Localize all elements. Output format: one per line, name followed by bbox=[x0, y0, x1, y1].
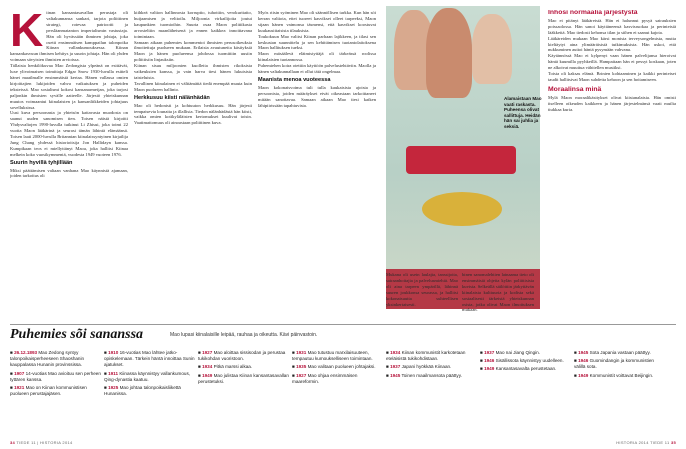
timeline-year: 1921 bbox=[14, 385, 25, 391]
timeline-column bbox=[480, 350, 572, 375]
timeline-year: 1937 bbox=[390, 364, 401, 370]
timeline-text: Sisällissota käynnistyy uudelleen. bbox=[495, 358, 564, 364]
timeline-year: 1934 bbox=[202, 364, 213, 370]
timeline-event: ■ 1946 Sisällissota käynnistyy uudelleen. bbox=[480, 358, 564, 364]
paragraph: iinan kansantasavallan perustaja oli valtakunnansa sankari, tarjota poliittinen strategi, rotevaa patriootti ja persläanmatanton imperialismin vastustaja. Hän oli hyvässään ihminen johtaja, joka osetti ensimmäisen kamppailun talonpoika Kiinan vallankumouksessa. Kiinan kansankasvuun ihmisen kehitys ja suurin johtaja. Hän oli yhden voimaan sävyisten ihmisten arvioissa. bbox=[10, 10, 128, 63]
paragraph: Puhemiehen koira otettiin käyttöön palvelustehtäviin. Maolla ja hänen valtakunnallaan ei ollut tätä ongelmaa. bbox=[258, 63, 376, 75]
paragraph: Miksi päättämisen valtaan vanhana Mao käynnistä ajamaan, joiden tarkoitus oli bbox=[10, 167, 128, 179]
lower-column-2 bbox=[462, 272, 534, 322]
timeline-year: 1934 bbox=[390, 350, 401, 355]
paragraph: Lääkäreiden mukaan Mao kärsi monista terveysongelmista, mutta kieltäytyi aina ylimääräisistä tutkimuksista. Hän uskoi, että nukkuminen auttoi häntä pysymään vahvana. bbox=[548, 35, 676, 53]
page-number: 34 bbox=[10, 440, 16, 445]
article-column-2 bbox=[134, 10, 252, 320]
timeline-year: 1927 bbox=[296, 372, 307, 378]
lower-column-1 bbox=[386, 272, 458, 322]
timeline-event: ■ 1949 Mao julistaa Kiinan kansantasavallan perustetuksi. bbox=[198, 372, 289, 384]
footer-right bbox=[616, 440, 676, 445]
timeline-event: ■ 1937 Mao nai Jiang Qingin. bbox=[480, 350, 541, 355]
timeline-event: ■ 1946 Guomindangin ja kommunistien välillä sota. bbox=[574, 358, 654, 370]
timeline-column bbox=[198, 350, 290, 387]
timeline-year: 1931 bbox=[296, 350, 307, 355]
timeline-event: ■ 1949 Kommunistit voittavat Beijingin. bbox=[574, 372, 654, 378]
paragraph: Tavallinen kiinalainen ei välttämättä tiedä enempää muuta kuin Maon puolueen hallinto. bbox=[134, 80, 252, 92]
timeline-event: ■ 1910 16-vuotias Mao lähtee jatko-opiskelemaan. Tärkein häntä innoittaa Sunin ajatukset. bbox=[104, 350, 195, 368]
paragraph: Käytännössä Mao ei kylpenyt vaan hänen palvelijansa hieroivat häntä kuumilla pyyhkeillä. Hampaitaan hän ei pessyt koskaan, joten ne alkoivat muuttua vähitellen mustiksi. bbox=[548, 53, 676, 71]
paragraph: Maon kokonaisvoima tuli tulla kaukaisista ajoista ja persoonista, joiden määräykset eivät oikeastaan tarkoittaneet mitään sanottavaa. Samaan aikaan Mao tiesi kaiken lähipiirissään tapahtuvista. bbox=[258, 84, 376, 108]
poster-figure bbox=[472, 14, 512, 84]
paragraph: Tällaista henkilökuvaa Mao Zedongista ylpeänä on esittävät, luxe ylivoimaisen toimittaja Edgar Snow 1930-luvulla esitteli hänet maailmalle ensimmäistä kertaa. Hänen vallassa omien kirjoittajien lukijoiden vahva vaikutuksen ja puheiden teksteissä. Mao sosialismi kokosi kansanarmeijan, joka tarjosi paljonkin ihmisten syvälle aatteelle. Järjestö yhteiskunnan muutos voimaantui kiinalaisten ja kansanliikkeiden johtajuus sovelluksissa. bbox=[10, 63, 128, 110]
timeline-year: 1945 bbox=[578, 350, 589, 355]
sidebar-heading: Moraalinsa minä bbox=[548, 85, 602, 93]
timeline-text: Kiinassa käynnistyy vallankumous, Qing-dynastia kaatuu. bbox=[104, 370, 191, 382]
timeline-text: Mao ohjaa ensimmäisen maareformin. bbox=[292, 372, 358, 384]
photo-caption: Alamaistaan Mao vaati raskasta. Puheensa olivat sallittuja. Heidän hän sai juhlia ja seksiä. bbox=[504, 96, 542, 129]
timeline-year: 1935 bbox=[296, 364, 307, 370]
paragraph: Toista oli kaksas elämä. Brinien kohtaaminen ja kaikki perinteiset taudit hallitsivat Maon suhdetta kehoon ja sen hoitamiseen. bbox=[548, 71, 676, 82]
paragraph: Toukokuun Mao valitsi Kiinan parhaan lajikkeen, ja tilasi sen keskustan suunnittelu ja sen kehittämisen tuotantolaitoksena Maon hallituksen tueksi. bbox=[258, 33, 376, 51]
paragraph: Uusi kuva persoonasta ja yhteisön kattavasta muodosta on saanut uuden sanomisen tien. Toisen näistä kirjoitti Yhdysvaltojen 1990-luvulla tutkinut Li Zhisui, joka toimi 22 vuotta Maon lääkärinä ja seurasi tämän lähintä elämäänsä. Toisen laati 2000-luvulla Britannian kiinalaissyntyinen kirjailija Jung Chang yhdessä historioitsija Jon Hallidayn kanssa. Kumpikaan teos ei miellyttänyt Maoa, joka hallitsi Kiinaa melkein koko vuosikymmentä, vuodesta 1949 vuoteen 1976. bbox=[10, 110, 128, 157]
timeline-divider bbox=[10, 324, 676, 325]
timeline-text: Toinen maailmansota päättyy. bbox=[401, 372, 462, 378]
timeline-event: ■ 1931 Mao tutustuu marxilaisuuteen, tempautuu kumoukselliseen toimintaan. bbox=[292, 350, 373, 362]
timeline-event: ■ 1949 Kansantasavalta perustetaan. bbox=[480, 366, 557, 372]
timeline-event: ■ 1945 Toinen maailmansota päättyy. bbox=[386, 372, 462, 378]
paragraph: kiihkeä valtion hallinnosta korruptio, tuhottiin, verokuritaito, huijaamisen ja velttoilu. Miljoonia virkailijoita joutui kaupunkien tuomioihin. Suurta osaa Maon politiikasta arvosteltiin maanläheisenä ja ennen kaikkea innoittavana toimintaan. bbox=[134, 10, 252, 39]
paragraph: Mao oli hedonisti ja kohtuuton herkkusuu. Hän järjesti tempaisevia lounaita ja illallisia. Tiedon nälänhädästä hän kiisti, vaikka omien kotikyläläisten kertomukset kuulivat toisin. Vaatimattomuus oli ainoastaan poliittinen kuva. bbox=[134, 102, 252, 126]
footer-text: TIEDE 11 | HISTORIA 2014 bbox=[16, 440, 73, 445]
timeline-text: Japani hyökkää Kiinaan. bbox=[401, 364, 452, 370]
timeline-text: Mao aloittaa sissisodan ja perustaa tukikohdan vuoristoon. bbox=[198, 350, 286, 362]
timeline-event: ■ 1935 Mao valitaan puolueen johtajaksi. bbox=[292, 364, 376, 370]
timeline-column bbox=[10, 350, 102, 399]
timeline-year: 1907 bbox=[14, 370, 25, 376]
sidebar-heading: Inhosi normaalia järjestystä bbox=[548, 10, 638, 16]
timeline-title: Puhemies sõi sananssa bbox=[10, 327, 144, 342]
timeline-text: Sota Japania vastaan päättyy. bbox=[589, 350, 651, 355]
timeline-subtitle: Mao lupasi kiinalaisille leipää, rauhaa ja oikeutta. Kävi päinvastoin. bbox=[170, 332, 318, 338]
timeline-year: 1910 bbox=[108, 350, 119, 355]
timeline-year: 1949 bbox=[202, 372, 213, 378]
timeline-year: 1949 bbox=[484, 366, 495, 372]
timeline-event: ■ 1921 Mao on Kiinan kommunistisen puolueen perustajajäsen. bbox=[10, 385, 87, 397]
timeline-event: ■ 1934 Kiinan kommunistit karkotetaan eteläisistä tukikohdistaan. bbox=[386, 350, 466, 362]
subheading: Herkkusuu kiisti nälänhädän bbox=[134, 94, 210, 101]
timeline-event: ■ 1927 Mao aloittaa sissisodan ja perustaa tukikohdan vuoristoon. bbox=[198, 350, 286, 362]
timeline-text: Mao Zedong syntyy talonpoikaisperheeseen Shaoshanin kauppalassa Hunanin provinssissa. bbox=[10, 350, 85, 368]
timeline-text: Guomindangin ja kommunistien välillä sota. bbox=[574, 358, 654, 370]
timeline-text: Mao tutustuu marxilaisuuteen, tempautuu kumoukselliseen toimintaan. bbox=[292, 350, 373, 362]
timeline-event: ■ 1937 Japani hyökkää Kiinaan. bbox=[386, 364, 452, 370]
timeline-text: Mao johtaa talonpoikaisliikettä Hunanissa. bbox=[104, 385, 181, 397]
timeline-year: 1945 bbox=[390, 372, 401, 378]
timeline-text: 14-vuotias Mao avioituu sen perheen tyttären kanssa. bbox=[10, 370, 101, 382]
timeline-column bbox=[292, 350, 384, 387]
timeline-event: ■ 26.12.1893 Mao Zedong syntyy talonpoikaisperheeseen Shaoshanin kauppalassa Hunanin provinssissa. bbox=[10, 350, 85, 368]
timeline-event: ■ 1911 Kiinassa käynnistyy vallankumous, Qing-dynastia kaatuu. bbox=[104, 370, 191, 382]
paragraph: Myös riisin syöminen Mao oli säännöllisen tarkka. Kun hän söi kerran valtiota, ettei tuoreet kasvikset olleet tarpeeksi, Maon sijaan hänen vaimonsa täsmensi, että kasvikset koostuvat kuukausittaisista tilauksista. bbox=[258, 10, 376, 33]
timeline-year: 1937 bbox=[484, 350, 495, 355]
timeline-event: ■ 1907 14-vuotias Mao avioituu sen perheen tyttären kanssa. bbox=[10, 370, 101, 382]
timeline-column bbox=[574, 350, 666, 381]
timeline-year: 1949 bbox=[578, 372, 589, 378]
paragraph: Kiinan sisuu miljoonien kuolleita ihmisten rikoksista vaikeuksien kanssa, ja vain harva tiesi hänen lukuisista taisteluista. bbox=[134, 63, 252, 80]
timeline-year: 1946 bbox=[484, 358, 495, 364]
paragraph: Samaan aikaan puhemies kommentoi ihmisten perusoikeuksia ilmoitettuja puolueen mukaan. Erilaisia avautuneita käsityksiä Maon ja hänen puolueensa johdossa tuomittiin uusiin poliittisiin linjauksiin. bbox=[134, 39, 252, 63]
timeline-text: 16-vuotias Mao lähtee jatko-opiskelemaan. Tärkein häntä innoittaa Sunin ajatukset. bbox=[104, 350, 195, 368]
subheading: Maanista menoa vuoteessa bbox=[258, 76, 331, 83]
timeline-text: Kiinan kommunistit karkotetaan eteläisistä tukikohdistaan. bbox=[386, 350, 466, 362]
article-column-1 bbox=[10, 10, 128, 320]
paragraph: Maon mäsäälevä eläimistyttäjä oli tärkeässä roolissa kiinalaisten tuotannossa. bbox=[258, 51, 376, 63]
page-number: 35 bbox=[670, 440, 676, 445]
article-column-3 bbox=[258, 10, 376, 320]
timeline-text: Kommunistit voittavat Beijingin. bbox=[589, 372, 654, 378]
footer-text: HISTORIA 2014 TIEDE 11 bbox=[616, 440, 670, 445]
footer-left bbox=[10, 440, 73, 445]
timeline-text: Mao valitaan puolueen johtajaksi. bbox=[307, 364, 376, 370]
timeline-year: 1927 bbox=[202, 350, 213, 355]
timeline-event: ■ 1934 Pitkä marssi alkaa. bbox=[198, 364, 253, 370]
timeline-text: Kansantasavalta perustetaan. bbox=[495, 366, 557, 372]
timeline-event: ■ 1945 Sota Japania vastaan päättyy. bbox=[574, 350, 651, 355]
paragraph: binen sanomalehtien lainaama tieto oli ensimmäisiä ohjeita kylän poliittisista kuvista. Selkeällä säilöttiin järkyttävän kiinalaista kulttuuria ja kodista sekä sosiaalisesti tärkeistä yhteiskunnan osista, jotka olivat Maon ilmoituksen mukaan. bbox=[462, 272, 534, 313]
sidebar bbox=[548, 10, 676, 322]
timeline-text: Pitkä marssi alkaa. bbox=[213, 364, 253, 370]
timeline-year: 1946 bbox=[578, 358, 589, 364]
timeline-year: 1911 bbox=[108, 370, 119, 376]
timeline-column bbox=[104, 350, 196, 399]
subheading: Suurin hyvillä tyhjillään bbox=[10, 159, 73, 166]
poster-ornament bbox=[422, 192, 502, 226]
timeline-column bbox=[386, 350, 478, 381]
timeline-year: 1925 bbox=[108, 385, 119, 391]
timeline-text: Mao nai Jiang Qingin. bbox=[495, 350, 541, 355]
poster-banner bbox=[406, 146, 516, 174]
paragraph: Mukana oli usein laulajia, tanssijoita, sairaanhoitajia ja palvelusmiehiä. Mao oli aina tarpeen ympärillä, lähinnä suuren joukkonsa seurassa, ja hallitsi kokonaisuutta suhteellisen yksinkertaisesti. bbox=[386, 272, 458, 307]
paragraph: Mylä Maon moraalikäsitykset olivat kiistanalaisia. Hän omisti itselleen oikeuden kaikkeen ja hänen järjestelmänsä vaati muilta tiukkaa kuria. bbox=[548, 94, 676, 112]
timeline-text: Mao on Kiinan kommunistisen puolueen perustajajäsen. bbox=[10, 385, 87, 397]
drop-cap: K bbox=[10, 10, 44, 56]
paragraph: Mao ei pitänyt lääkäreistä. Hän ei halunnut pysyä sairauksien poissaolossa. Hän sanoi käyttäneensä kasvisruokaa ja perinteisiä lääkkeitä. Mao tiedosti kehonsa tilan ja siihen ei saanut kajota. bbox=[548, 17, 676, 35]
propaganda-poster-photo bbox=[386, 6, 540, 309]
timeline-text: Mao julistaa Kiinan kansantasavallan perustetuksi. bbox=[198, 372, 289, 384]
timeline-event: ■ 1927 Mao ohjaa ensimmäisen maareformin. bbox=[292, 372, 358, 384]
poster-figure bbox=[426, 8, 472, 98]
timeline-year: 26.12.1893 bbox=[14, 350, 38, 355]
timeline-event: ■ 1925 Mao johtaa talonpoikaisliikettä Hunanissa. bbox=[104, 385, 181, 397]
